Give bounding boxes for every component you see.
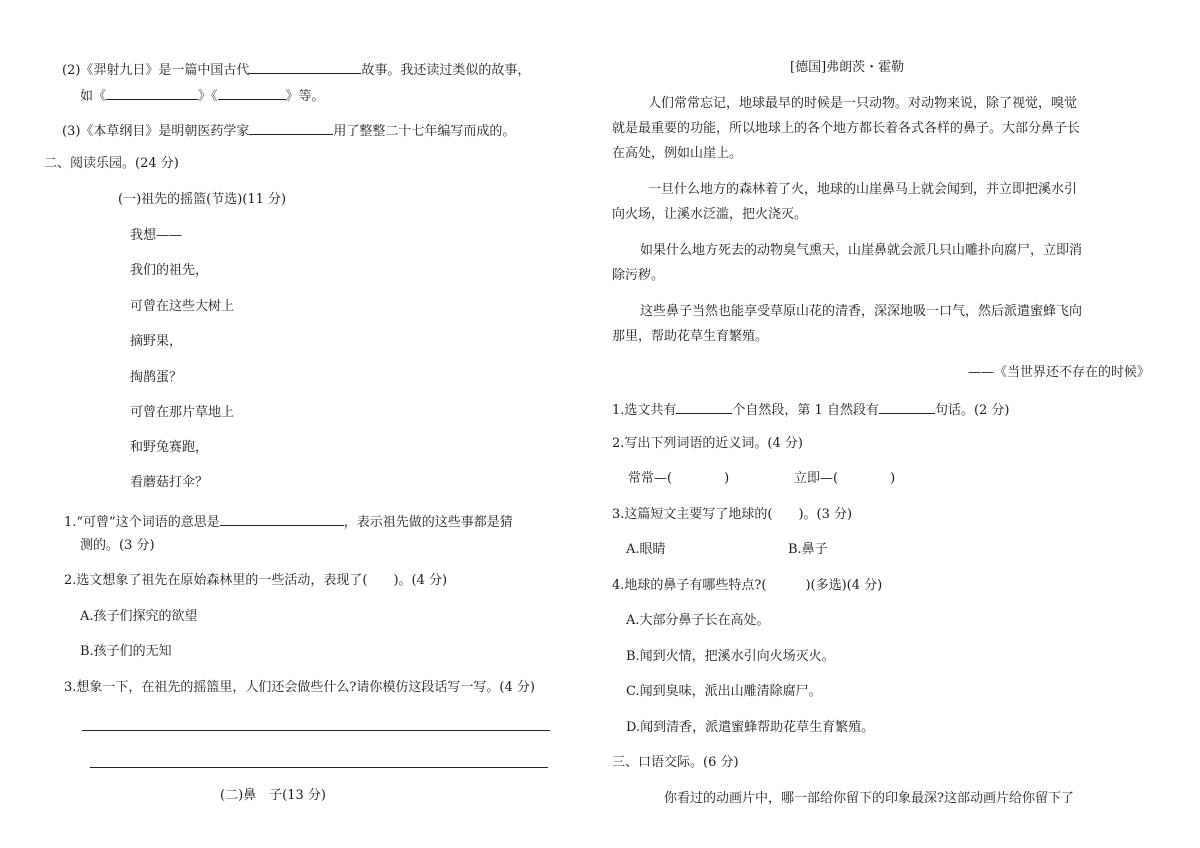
passage-2-question-3: 3.这篇短文主要写了地球的( )。(3 分)	[612, 507, 853, 522]
section-2-heading: 二、阅读乐园。(24 分)	[44, 156, 179, 171]
answer-blank[interactable]	[218, 85, 286, 100]
answer-blank[interactable]	[249, 59, 361, 74]
option-d[interactable]: D.闻到清香，派遣蜜蜂帮助花草生育繁殖。	[626, 720, 875, 735]
writing-line[interactable]	[82, 730, 550, 731]
paragraph-1-line: 在高处，例如山崖上。	[612, 146, 743, 161]
poem-line: 可曾在那片草地上	[130, 405, 235, 420]
poem-line: 可曾在这些大树上	[130, 299, 235, 314]
passage-2-question-2: 2.写出下列词语的近义词。(4 分)	[612, 436, 803, 451]
option-a[interactable]: A.大部分鼻子长在高处。	[626, 613, 770, 628]
poem-line: 我们的祖先，	[130, 263, 209, 278]
option-b[interactable]: B.闻到火情，把溪水引向火场灭火。	[626, 649, 835, 664]
synonym-item[interactable]: 立即—( )	[794, 471, 896, 486]
answer-blank[interactable]	[106, 85, 198, 100]
passage-1-question-3: 3.想象一下，在祖先的摇篮里，人们还会做些什么?请你模仿这段话写一写。(4 分)	[64, 680, 535, 695]
option-a[interactable]: A.孩子们探究的欲望	[80, 609, 198, 624]
question-2-line2: 如《 》《 》等。	[80, 85, 325, 106]
passage-1-question-1-cont: 测的。(3 分)	[80, 538, 155, 553]
section-3-heading: 三、口语交际。(6 分)	[612, 755, 739, 770]
passage-1-question-1: 1.“可曾”这个词语的意思是 ，表示祖先做的这些事都是猜	[64, 511, 513, 532]
option-c[interactable]: C.闻到臭味，派出山雕清除腐尸。	[626, 684, 822, 699]
paragraph-1: 人们常常忘记，地球最早的时候是一只动物。对动物来说，除了视觉，嗅觉	[648, 96, 1078, 111]
section-3-text: 你看过的动画片中，哪一部给你留下的印象最深?这部动画片给你留下了	[664, 791, 1074, 806]
answer-blank[interactable]	[676, 399, 732, 414]
answer-blank[interactable]	[249, 120, 333, 135]
synonym-item[interactable]: 常常—( )	[628, 471, 730, 486]
poem-line: 和野兔赛跑，	[130, 440, 209, 455]
paragraph-3: 如果什么地方死去的动物臭气熏天，山崖鼻就会派几只山雕扑向腐尸，立即消	[640, 243, 1083, 258]
question-2: (2)《羿射九日》是一篇中国古代 故事。我还读过类似的故事，	[62, 59, 530, 80]
question-3: (3)《本草纲目》是明朝医药学家 用了整整二十七年编写而成的。	[62, 120, 515, 141]
poem-line: 看蘑菇打伞？	[130, 475, 209, 490]
source-citation: ——《当世界还不存在的时候》	[967, 365, 1150, 380]
paragraph-4: 这些鼻子当然也能享受草原山花的清香，深深地吸一口气，然后派遣蜜蜂飞向	[640, 304, 1083, 319]
paragraph-1-line: 就是最重要的功能，所以地球上的各个地方都长着各式各样的鼻子。大部分鼻子长	[612, 121, 1081, 136]
poem-line: 掏鹊蛋？	[130, 370, 183, 385]
author-line: [德国]弗朗茨・霍勒	[790, 60, 905, 75]
writing-line[interactable]	[90, 767, 548, 768]
passage-2-title: (二)鼻 子(13 分)	[220, 788, 326, 803]
answer-blank[interactable]	[879, 399, 935, 414]
answer-blank[interactable]	[220, 511, 344, 526]
passage-2-question-4: 4.地球的鼻子有哪些特点?( )(多选)(4 分)	[612, 578, 883, 593]
option-a[interactable]: A.眼睛	[626, 542, 666, 557]
poem-line: 摘野果，	[130, 334, 183, 349]
passage-2-question-1: 1.选文共有 个自然段，第 1 自然段有 句话。(2 分)	[612, 399, 1010, 420]
passage-1-title: (一)祖先的摇篮(节选)(11 分)	[118, 192, 287, 207]
paragraph-2-line: 向火场，让溪水泛滥，把火浇灭。	[612, 207, 808, 222]
poem-line: 我想——	[130, 228, 183, 243]
option-b[interactable]: B.孩子们的无知	[80, 644, 172, 659]
paragraph-4-line: 那里，帮助花草生育繁殖。	[612, 329, 769, 344]
paragraph-2: 一旦什么地方的森林着了火，地球的山崖鼻马上就会闻到，并立即把溪水引	[648, 182, 1078, 197]
paragraph-3-line: 除污秽。	[612, 268, 665, 283]
option-b[interactable]: B.鼻子	[788, 542, 828, 557]
passage-1-question-2: 2.选文想象了祖先在原始森林里的一些活动，表现了( )。(4 分)	[64, 573, 448, 588]
